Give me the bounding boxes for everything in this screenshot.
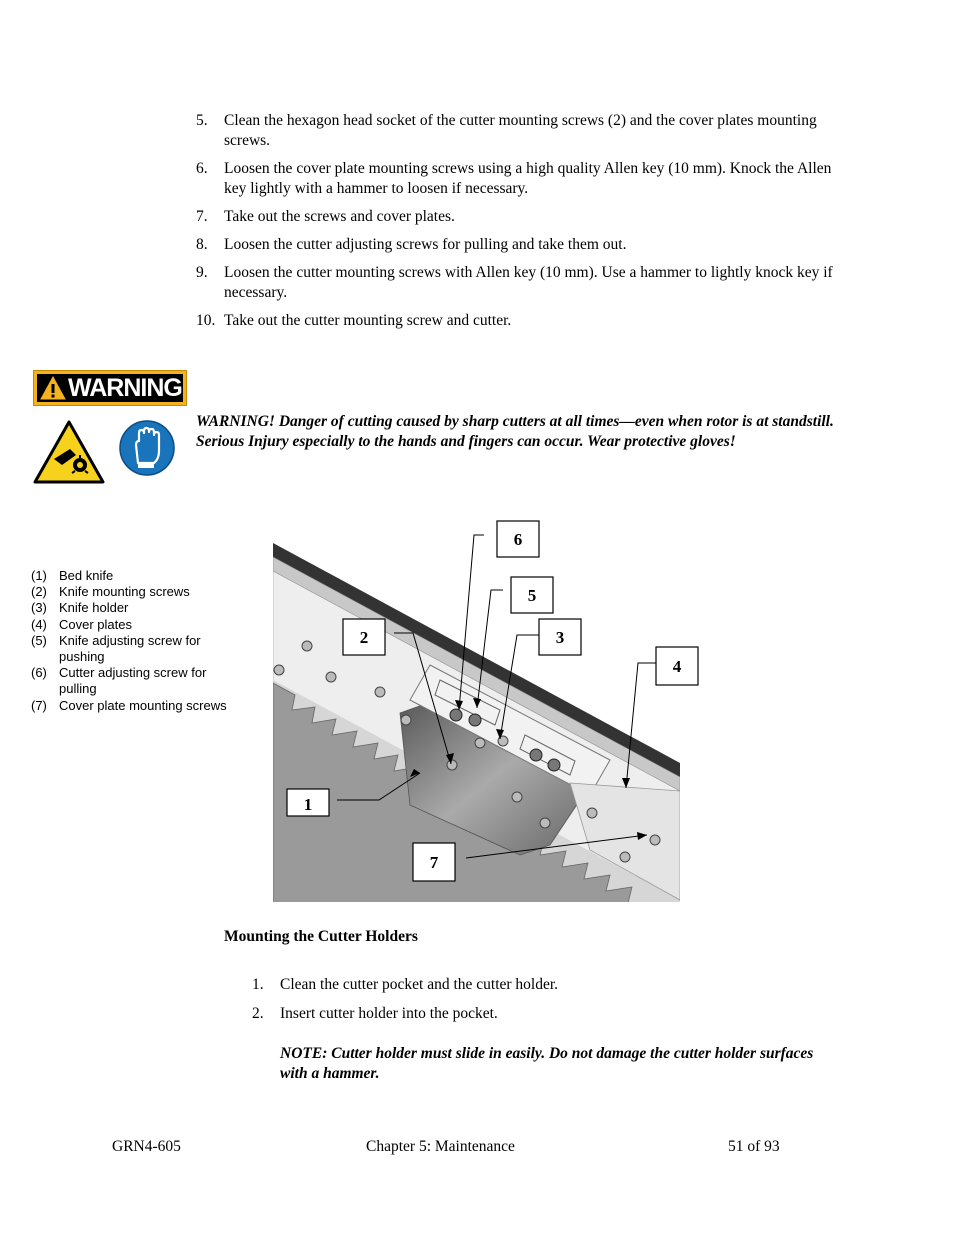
step-item: 10. Take out the cutter mounting screw and cutter. [196, 312, 512, 329]
callout-4 [656, 647, 698, 685]
callout-7 [413, 843, 455, 881]
figure-legend [31, 568, 231, 714]
callout-6 [497, 521, 539, 557]
note-text: NOTE: Cutter holder must slide in easily. Do not damage the cutter holder surfaces with a hammer. [280, 1045, 814, 1082]
warning-badge-label: WARNING [68, 374, 182, 402]
warning-triangle-icon [40, 375, 66, 401]
cutter-assembly-figure [270, 515, 710, 905]
legend-item: (2) Knife mounting screws [31, 584, 190, 600]
step-item: 9. Loosen the cutter mounting screws with Allen key (10 mm). Use a hammer to lightly knock key if necessary. [196, 264, 833, 301]
callout-3 [539, 619, 581, 655]
footer-doc-id: GRN4-605 [112, 1138, 181, 1155]
step-item: 8. Loosen the cutter adjusting screws for pulling and take them out. [196, 236, 627, 253]
step-item: 1. Clean the cutter pocket and the cutter holder. [252, 976, 559, 993]
warning-badge [33, 370, 187, 406]
svg-text:7: 7 [429, 853, 439, 872]
legend-item: (7) Cover plate mounting screws [31, 697, 227, 713]
legend-item: (5) Knife adjusting screw for pushing [31, 632, 201, 665]
footer-page-number: 51 of 93 [728, 1138, 780, 1155]
svg-text:4: 4 [672, 657, 682, 676]
svg-text:5: 5 [527, 586, 537, 605]
step-item: 5. Clean the hexagon head socket of the cutter mounting screws (2) and the cover plates mounting screws. [196, 112, 817, 149]
svg-text:6: 6 [513, 530, 523, 549]
legend-item: (3) Knife holder [31, 600, 129, 616]
svg-text:2: 2 [359, 628, 369, 647]
step-item: 6. Loosen the cover plate mounting screws using a high quality Allen key (10 mm). Knock the Allen key lightly with a hammer to loosen if necessary. [196, 160, 832, 197]
warning-text: WARNING! Danger of cutting caused by sharp cutters at all times—even when rotor is at standstill. Serious Injury especially to the hands and fingers can occur. Wear protective gloves! [196, 413, 834, 450]
callout-5 [511, 577, 553, 613]
mounting-steps [252, 975, 832, 1033]
footer-chapter: Chapter 5: Maintenance [366, 1138, 515, 1155]
legend-item: (6) Cutter adjusting screw for pulling [31, 665, 207, 697]
gloves-required-icon [118, 419, 176, 477]
callout-1 [287, 789, 329, 816]
callout-2 [343, 619, 385, 655]
step-item: 7. Take out the screws and cover plates. [196, 208, 455, 225]
svg-text:1: 1 [303, 795, 313, 814]
cut-hazard-icon [32, 419, 106, 485]
legend-item: (4) Cover plates [31, 616, 132, 632]
svg-text:3: 3 [555, 628, 565, 647]
removal-steps [196, 111, 846, 339]
legend-item: (1) Bed knife [31, 568, 114, 583]
section-heading: Mounting the Cutter Holders [224, 928, 418, 945]
step-item: 2. Insert cutter holder into the pocket. [252, 1005, 498, 1022]
